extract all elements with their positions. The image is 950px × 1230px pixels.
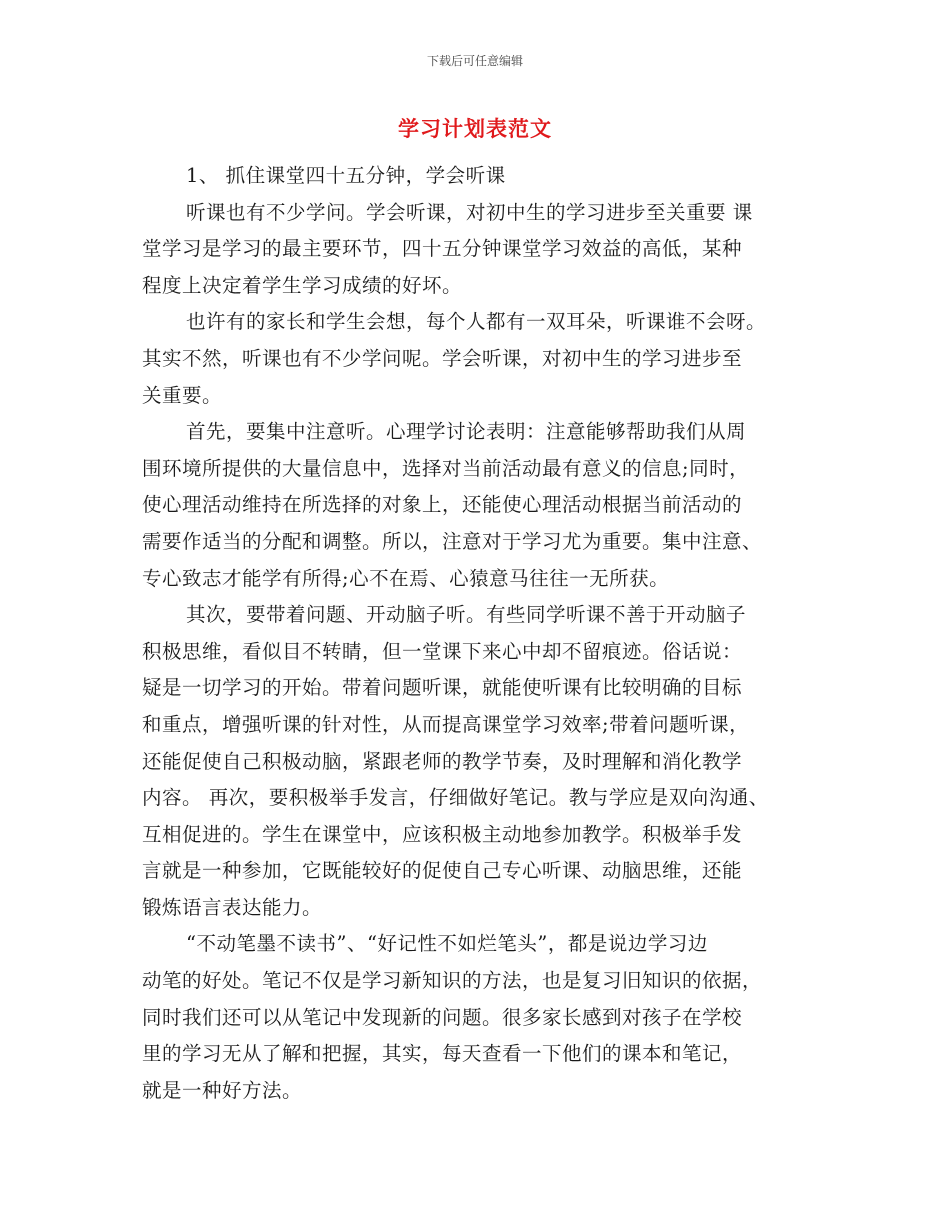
text-line: 程度上决定着学生学习成绩的好坏。 [142,273,463,297]
document-body [142,158,822,1109]
text-line: 堂学习是学习的最主要环节，四十五分钟课堂学习效益的高低，某种 [142,237,743,261]
text-line: “不动笔墨不读书”、“好记性不如烂笔头”，都是说边学习边 [186,932,708,956]
text-line: 言就是一种参加，它既能较好的促使自己专心听课、动脑思维，还能 [142,859,743,883]
text-line: 锻炼语言表达能力。 [142,895,323,919]
text-line: 首先，要集中注意听。心理学讨论表明：注意能够帮助我们从周 [186,420,747,444]
text-line: 和重点，增强听课的针对性，从而提高课堂学习效率;带着问题听课， [142,712,750,736]
text-line: 1、 抓住课堂四十五分钟，学会听课 [186,164,506,187]
text-line: 里的学习无从了解和把握，其实，每天查看一下他们的课本和笔记， [142,1042,743,1066]
text-line: 还能促使自己积极动脑，紧跟老师的教学节奏，及时理解和消化教学 [142,749,743,773]
text-line: 围环境所提供的大量信息中，选择对当前活动最有意义的信息;同时， [142,456,750,480]
text-line: 内容。 再次，要积极举手发言，仔细做好笔记。教与学应是双向沟通、 [142,786,769,810]
document-title: 学习计划表范文 [398,117,552,141]
text-line: 其次，要带着问题、开动脑子听。有些同学听课不善于开动脑子 [186,603,747,627]
text-line: 疑是一切学习的开始。带着问题听课，就能使听课有比较明确的目标 [142,676,743,700]
text-line: 积极思维，看似目不转睛，但一堂课下来心中却不留痕迹。俗话说： [142,639,743,663]
text-line: 也许有的家长和学生会想，每个人都有一双耳朵，听课谁不会呀。 [186,310,767,334]
text-line: 听课也有不少学问。学会听课，对初中生的学习进步至关重要 课 [186,200,753,224]
text-line: 同时我们还可以从笔记中发现新的问题。很多家长感到对孩子在学校 [142,1005,743,1029]
text-line: 关重要。 [142,383,223,407]
text-line: 其实不然，听课也有不少学问呢。学会听课，对初中生的学习进步至 [142,346,743,370]
text-line: 需要作适当的分配和调整。所以，注意对于学习尤为重要。集中注意、 [142,529,763,553]
page-header-note: 下载后可任意编辑 [426,54,523,68]
text-line: 专心致志才能学有所得;心不在焉、心猿意马往往一无所获。 [142,566,670,590]
text-line: 互相促进的。学生在课堂中，应该积极主动地参加教学。积极举手发 [142,822,743,846]
text-line: 使心理活动维持在所选择的对象上，还能使心理活动根据当前活动的 [142,493,743,517]
text-line: 就是一种好方法。 [142,1078,303,1102]
text-line: 动笔的好处。笔记不仅是学习新知识的方法，也是复习旧知识的依据， [142,969,763,993]
